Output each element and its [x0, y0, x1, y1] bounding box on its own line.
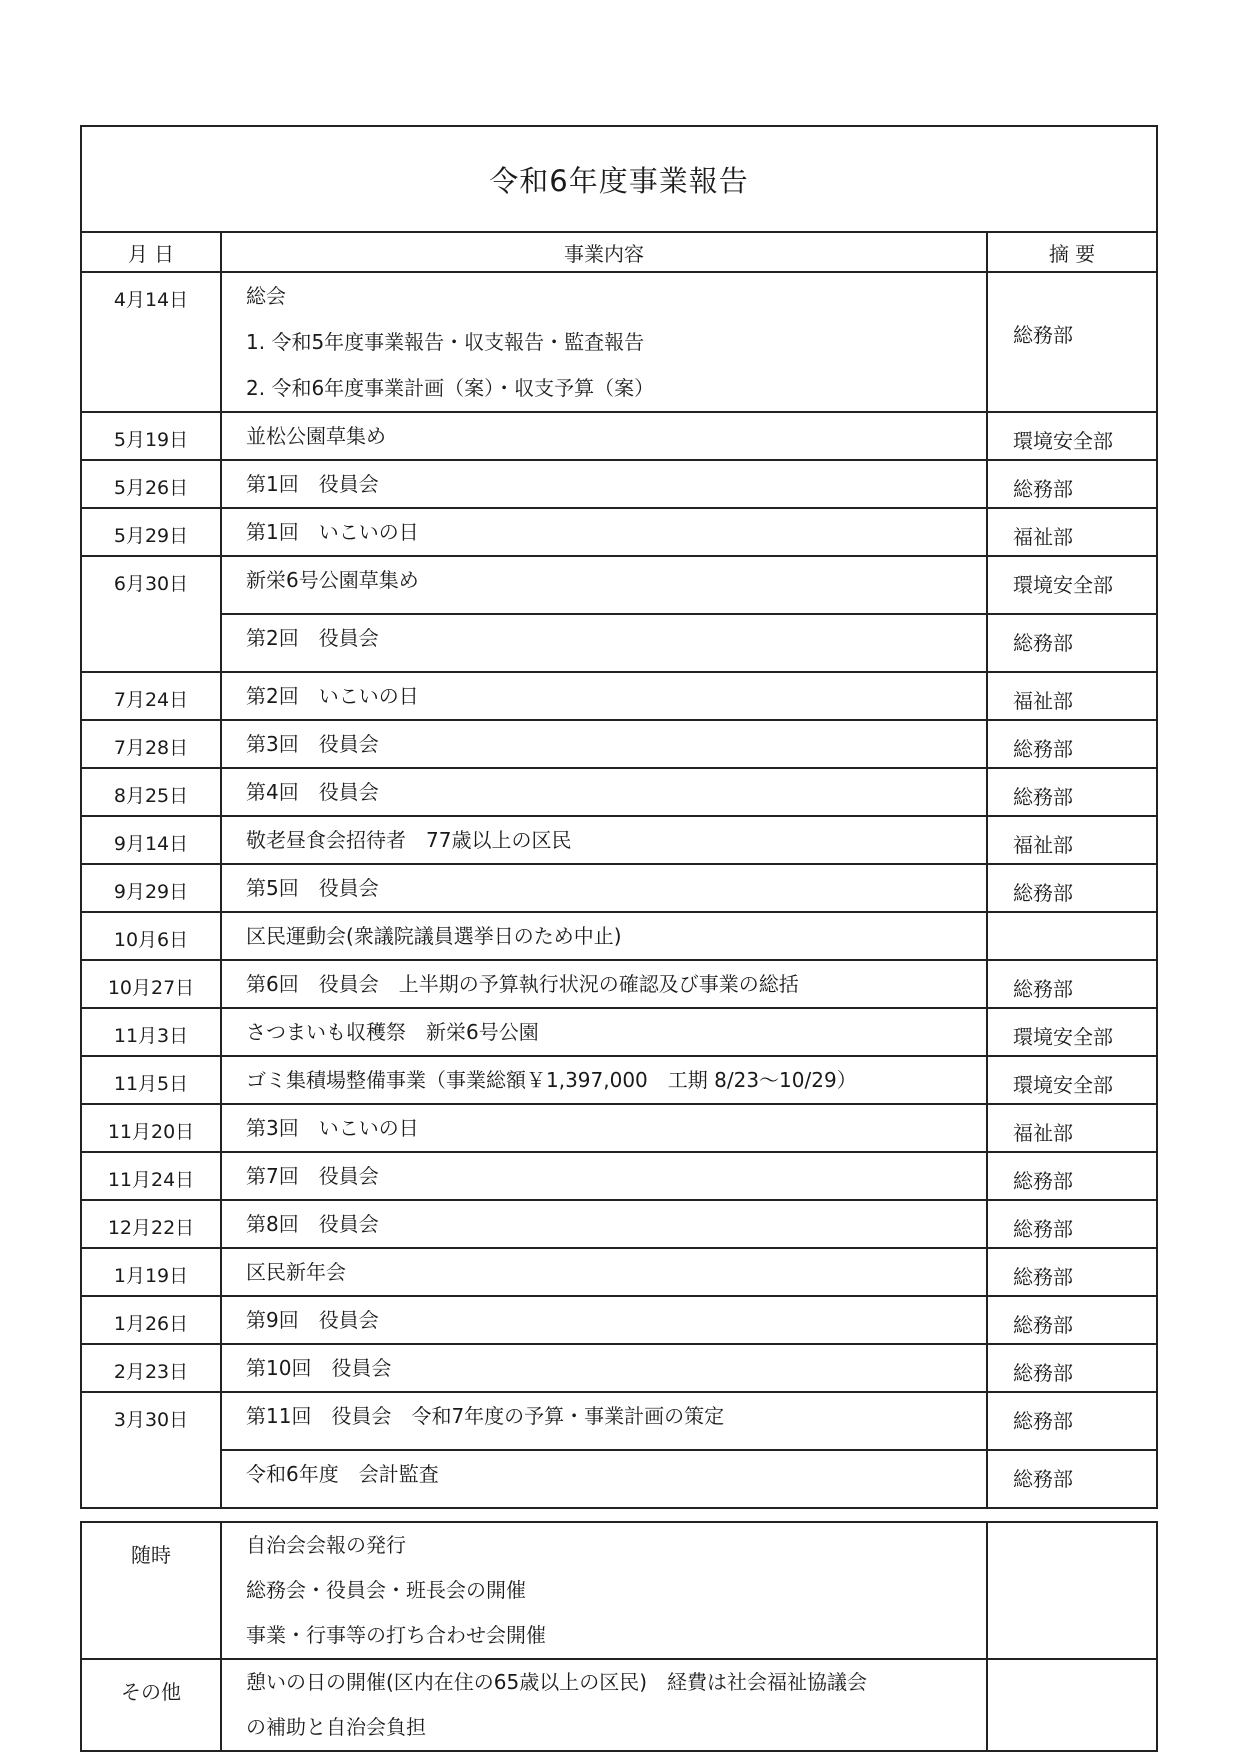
row-note: 福祉部	[987, 816, 1157, 864]
content-line: 並松公園草集め	[246, 424, 386, 448]
table-row	[81, 816, 1157, 864]
row-date: 1月26日	[81, 1296, 221, 1344]
header-date: 月 日	[81, 232, 221, 272]
table-row	[81, 1248, 1157, 1296]
content-line: 1. 令和5年度事業報告・収支報告・監査報告	[246, 330, 645, 354]
row-content	[221, 1344, 987, 1392]
header-content: 事業内容	[221, 232, 987, 272]
report-table	[80, 125, 1158, 1509]
misc-label: その他	[81, 1659, 221, 1751]
row-content	[221, 556, 987, 614]
table-row	[81, 720, 1157, 768]
row-note: 総務部	[987, 1450, 1157, 1508]
row-date: 11月20日	[81, 1104, 221, 1152]
misc-content	[221, 1522, 987, 1659]
misc-line: 総務会・役員会・班長会の開催	[246, 1578, 526, 1602]
row-content	[221, 412, 987, 460]
row-date: 9月14日	[81, 816, 221, 864]
misc-table	[80, 1521, 1158, 1752]
misc-content	[221, 1659, 987, 1751]
content-line: 区民新年会	[246, 1260, 346, 1284]
misc-label: 随時	[81, 1522, 221, 1659]
row-note: 総務部	[987, 1152, 1157, 1200]
row-content	[221, 768, 987, 816]
table-row	[81, 460, 1157, 508]
row-note: 総務部	[987, 960, 1157, 1008]
row-content	[221, 1056, 987, 1104]
row-note: 環境安全部	[987, 1056, 1157, 1104]
row-content	[221, 614, 987, 672]
misc-line: 自治会会報の発行	[246, 1533, 406, 1557]
row-date: 9月29日	[81, 864, 221, 912]
row-note: 福祉部	[987, 672, 1157, 720]
row-note: 総務部	[987, 614, 1157, 672]
content-line: 第4回 役員会	[246, 780, 379, 804]
misc-line: 事業・行事等の打ち合わせ会開催	[246, 1623, 546, 1647]
row-note: 総務部	[987, 864, 1157, 912]
table-row	[81, 768, 1157, 816]
content-line: 第2回 いこいの日	[246, 684, 419, 708]
row-note: 総務部	[987, 460, 1157, 508]
report-title: 令和6年度事業報告	[81, 126, 1157, 232]
content-line: 敬老昼食会招待者 77歳以上の区民	[246, 828, 572, 852]
row-date: 12月22日	[81, 1200, 221, 1248]
table-row	[81, 556, 1157, 614]
content-line: 第6回 役員会 上半期の予算執行状況の確認及び事業の総括	[246, 972, 799, 996]
row-content	[221, 1392, 987, 1450]
content-line: 区民運動会(衆議院議員選挙日のため中止)	[246, 924, 622, 948]
row-content	[221, 1296, 987, 1344]
table-row	[81, 1056, 1157, 1104]
row-content	[221, 460, 987, 508]
row-note: 総務部	[987, 1200, 1157, 1248]
table-row	[81, 412, 1157, 460]
row-date: 5月26日	[81, 460, 221, 508]
content-line: 2. 令和6年度事業計画（案）・収支予算（案）	[246, 376, 655, 400]
row-content	[221, 1152, 987, 1200]
row-content	[221, 1248, 987, 1296]
row-note: 総務部	[987, 1296, 1157, 1344]
misc-row	[81, 1659, 1157, 1751]
content-line: 第8回 役員会	[246, 1212, 379, 1236]
row-note: 総務部	[987, 272, 1157, 412]
table-row	[81, 1152, 1157, 1200]
row-note: 総務部	[987, 720, 1157, 768]
row-content	[221, 508, 987, 556]
row-note: 環境安全部	[987, 556, 1157, 614]
row-content	[221, 912, 987, 960]
misc-line: 憩いの日の開催(区内在住の65歳以上の区民) 経費は社会福祉協議会	[246, 1670, 868, 1694]
row-date: 1月19日	[81, 1248, 221, 1296]
row-date: 10月6日	[81, 912, 221, 960]
table-row	[81, 1344, 1157, 1392]
table-row	[81, 1392, 1157, 1450]
row-date: 7月28日	[81, 720, 221, 768]
table-header	[81, 232, 1157, 272]
row-note: 環境安全部	[987, 412, 1157, 460]
table-row	[81, 1008, 1157, 1056]
row-date: 11月24日	[81, 1152, 221, 1200]
table-row	[81, 864, 1157, 912]
content-line: 第2回 役員会	[246, 626, 379, 650]
content-line: 新栄6号公園草集め	[246, 568, 419, 592]
row-note	[987, 912, 1157, 960]
report-sheet	[80, 125, 1156, 1752]
row-date: 5月29日	[81, 508, 221, 556]
content-line: ゴミ集積場整備事業（事業総額￥1,397,000 工期 8/23〜10/29）	[246, 1068, 857, 1092]
row-content	[221, 1008, 987, 1056]
misc-line: の補助と自治会負担	[246, 1715, 426, 1739]
content-line: 第9回 役員会	[246, 1308, 379, 1332]
content-line: 第1回 役員会	[246, 472, 379, 496]
row-note: 福祉部	[987, 1104, 1157, 1152]
row-date: 11月3日	[81, 1008, 221, 1056]
row-note: 環境安全部	[987, 1008, 1157, 1056]
row-content	[221, 720, 987, 768]
content-line: 第3回 役員会	[246, 732, 379, 756]
row-content	[221, 272, 987, 412]
misc-row	[81, 1522, 1157, 1659]
row-note: 総務部	[987, 768, 1157, 816]
header-note: 摘 要	[987, 232, 1157, 272]
row-content	[221, 864, 987, 912]
row-date: 3月30日	[81, 1392, 221, 1508]
row-note: 総務部	[987, 1248, 1157, 1296]
table-row	[81, 614, 1157, 672]
table-row	[81, 508, 1157, 556]
table-row	[81, 960, 1157, 1008]
content-line: 第10回 役員会	[246, 1356, 392, 1380]
content-line: さつまいも収穫祭 新栄6号公園	[246, 1020, 539, 1044]
misc-note	[987, 1659, 1157, 1751]
row-date: 8月25日	[81, 768, 221, 816]
row-note: 総務部	[987, 1392, 1157, 1450]
row-content	[221, 816, 987, 864]
row-note: 福祉部	[987, 508, 1157, 556]
table-row	[81, 1104, 1157, 1152]
row-date: 4月14日	[81, 272, 221, 412]
content-line: 令和6年度 会計監査	[246, 1462, 439, 1486]
row-content	[221, 672, 987, 720]
table-row	[81, 912, 1157, 960]
table-row	[81, 672, 1157, 720]
row-date: 10月27日	[81, 960, 221, 1008]
content-line: 第1回 いこいの日	[246, 520, 419, 544]
table-row	[81, 272, 1157, 412]
row-content	[221, 1450, 987, 1508]
table-row	[81, 1296, 1157, 1344]
table-row	[81, 1200, 1157, 1248]
row-note: 総務部	[987, 1344, 1157, 1392]
content-line: 総会	[246, 284, 286, 308]
content-line: 第11回 役員会 令和7年度の予算・事業計画の策定	[246, 1404, 725, 1428]
misc-note	[987, 1522, 1157, 1659]
row-content	[221, 960, 987, 1008]
row-date: 11月5日	[81, 1056, 221, 1104]
row-date: 7月24日	[81, 672, 221, 720]
row-date: 6月30日	[81, 556, 221, 672]
table-row	[81, 1450, 1157, 1508]
content-line: 第5回 役員会	[246, 876, 379, 900]
row-content	[221, 1104, 987, 1152]
content-line: 第7回 役員会	[246, 1164, 379, 1188]
content-line: 第3回 いこいの日	[246, 1116, 419, 1140]
row-date: 2月23日	[81, 1344, 221, 1392]
row-date: 5月19日	[81, 412, 221, 460]
row-content	[221, 1200, 987, 1248]
